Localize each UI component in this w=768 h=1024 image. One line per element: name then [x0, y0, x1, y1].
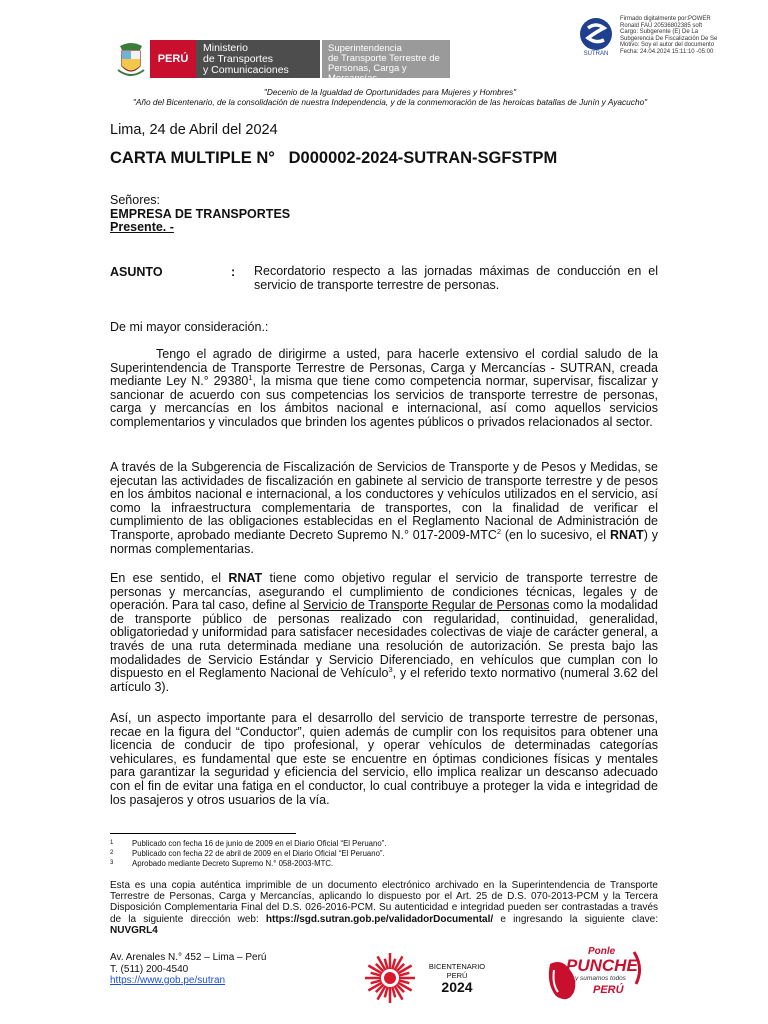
footnote-text: Aprobado mediante Decreto Supremo N.° 058-2003-MTC.	[132, 859, 334, 868]
address-line: Av. Arenales N.° 452 – Lima – Perú	[110, 952, 267, 963]
footnote-number: 3	[110, 860, 114, 866]
anio-text: "Año del Bicentenario, de la consolidación de nuestra Independencia, y de la conmemoración de las heroicas batallas de Junín y Ayacucho"	[132, 97, 648, 107]
signature-line: Ronald FAU 20536802385 soft	[620, 22, 703, 29]
asunto-text: Recordatorio respecto a las jornadas máximas de conducción en el servicio de transporte terrestre de personas.	[254, 264, 658, 292]
punche-line-3: y sumamos todos	[575, 975, 626, 982]
decenio-text: "Decenio de la Igualdad de Oportunidades para Mujeres y Hombres"	[263, 87, 517, 97]
paragraph-3	[110, 572, 658, 694]
p1-text: Tengo el agrado de dirigirme a usted, para hacerle extensivo el cordial saludo de la Superintendencia de Transporte Terrestre de Personas, Carga y Mercancías - SUTRAN, creada mediante Ley N.° 29380	[110, 347, 658, 389]
ministry-line: y Comunicaciones	[203, 64, 289, 76]
ministry-line: Ministerio	[203, 42, 248, 54]
supt-line: Personas, Carga y Mercancías	[328, 63, 407, 84]
footnote	[110, 859, 333, 868]
presente-label: Presente. -	[110, 220, 174, 235]
sutran-website-link[interactable]: https://www.gob.pe/sutran	[110, 975, 226, 986]
signature-line: Fecha: 24.04.2024 15:11:10 -05:00	[620, 48, 714, 55]
signature-line: Motivo: Soy el autor del documento	[620, 42, 715, 49]
footnote-ref-3: 3	[388, 665, 393, 674]
footnote-number: 1	[110, 840, 114, 846]
footer-address	[110, 952, 267, 987]
footnote	[110, 849, 385, 858]
peru-label: PERÚ	[157, 53, 189, 65]
phone-line: T. (511) 200-4540	[110, 963, 189, 975]
p3-text-cont: tiene como objetivo regular el servicio de transporte terrestre de personas y mercancías, asegurando el cumplimiento de condiciones técnicas, legales y de operación. Para tal caso, define al	[110, 571, 658, 613]
p2-text-end: ) y normas complementarias.	[110, 527, 658, 556]
p1-text-cont: , la misma que tiene como competencia normar, supervisar, fiscalizar y sancionar de acuerdo con sus competencias los servicios de transporte terrestre de personas, carga y mercancías en los ámbitos nacional e internacional, así como aquellos servicios complementarios y vinculados que brinden los agentes públicos o privados relacionados al sector.	[110, 374, 659, 429]
asunto-label: ASUNTO	[110, 265, 163, 279]
letter-title	[110, 149, 557, 168]
p2-text: A través de la Subgerencia de Fiscalización de Servicios de Transporte y de Pesos y Medidas, se ejecutan las actividades de fiscalización en gabinete al servicio de transporte terrestre y de pesos en los ámbitos nacional e internacional, a los conductores y vehículos utilizados en el servicio, así como la infraestructura complementaria de transportes, con la finalidad de verificar el cumplimiento de las obligaciones establecidas en el Reglamento Nacional de Administración de Transporte, aprobado mediante Decreto Supremo N.° 017-2009-MTC	[110, 460, 658, 542]
digital-signature-block	[620, 16, 760, 56]
rnat-term: RNAT	[228, 571, 263, 585]
rnat-term: RNAT	[609, 527, 644, 542]
footnote-text: Publicado con fecha 16 de junio de 2009 en el Diario Oficial “El Peruano”.	[132, 839, 387, 848]
p3-text: En ese sentido, el	[110, 571, 229, 585]
punche-line-1: Ponle	[588, 946, 616, 957]
peru-logo	[150, 40, 196, 78]
footnote-ref-2: 2	[496, 526, 502, 536]
letter-number: D000002-2024-SUTRAN-SGFSTPM	[288, 149, 558, 167]
paragraph-2	[110, 461, 658, 556]
decenio-header	[110, 87, 670, 107]
authenticity-notice	[110, 880, 658, 936]
punche-line-2: PUNCHE	[566, 956, 638, 975]
p2-text-cont: (en lo sucesivo, el	[501, 527, 610, 542]
ministry-logo	[196, 40, 320, 78]
peru-coat-of-arms-icon	[116, 40, 146, 80]
greeting: De mi mayor consideración.:	[110, 320, 269, 334]
authenticity-text: Esta es una copia auténtica imprimible de un documento electrónico archivado en la Superintendencia de Transporte Terrestre de Personas, Carga y Mercancías, aplicando lo dispuesto por el Art. 25 de D.S. 070-2013-PCM y la Tercera Disposición Complementaria Final del D.S. 026-2016-PCM. Su autenticidad e integridad pueden ser contrastadas a través de la siguiente dirección web:	[110, 880, 658, 925]
signature-line: Cargo: Subgerente (E) De La	[620, 29, 699, 36]
bicentenario-text	[422, 962, 492, 995]
validator-url[interactable]: https://sgd.sutran.gob.pe/validadorDocumental/	[265, 913, 494, 925]
senores-label: Señores:	[110, 193, 161, 207]
sutran-logo-icon	[576, 16, 616, 56]
asunto-colon: :	[231, 265, 236, 279]
footnote-number: 2	[110, 850, 114, 856]
supt-line: Superintendencia	[328, 43, 402, 54]
superintendencia-logo	[322, 40, 450, 84]
bicentenario-year: 2024	[441, 979, 473, 995]
footnote-divider	[110, 833, 296, 834]
letter-date: Lima, 24 de Abril del 2024	[110, 122, 278, 138]
footnote-ref-1: 1	[248, 373, 253, 383]
paragraph-1	[110, 348, 658, 430]
letter-title-prefix: CARTA MULTIPLE N°	[110, 149, 275, 167]
footnote	[110, 839, 386, 848]
p3-text-more: como la modalidad de transporte público de personas realizado con regularidad, continuidad, generalidad, obligatoriedad y uniformidad para satisfacer necesidades colectivas de viaje de carácter general, a través de una ruta determinada mediane una resolución de autorización. Se presta bajo las modalidades de Servicio Estándar y Servicio Diferenciado, en vehículos que cumplan con lo dispuesto en el Reglamento Nacional de Vehículo	[110, 598, 658, 681]
recipient-block	[110, 194, 290, 235]
signature-line: Firmado digitalmente por:POWER	[620, 16, 711, 22]
bicentenario-label: BICENTENARIO	[428, 962, 486, 971]
bicentenario-country: PERÚ	[446, 971, 468, 980]
supt-line: de Transporte Terrestre de	[328, 53, 440, 64]
punche-line-4: PERÚ	[593, 984, 624, 996]
validation-code: NUVGRL4	[110, 924, 158, 936]
authenticity-text-cont: e ingresando la siguiente clave:	[493, 913, 658, 925]
footnote-text: Publicado con fecha 22 de abril de 2009 en el Diario Oficial “El Peruano”.	[132, 849, 385, 858]
servicio-regular-term: Servicio de Transporte Regular de Personas	[302, 598, 550, 613]
svg-text:SUTRAN: SUTRAN	[583, 51, 609, 56]
ministry-line: de Transportes	[203, 53, 274, 65]
signature-line: Subgerencia De Fiscalización De Se	[620, 35, 718, 42]
paragraph-4: Así, un aspecto importante para el desarrollo del servicio de transporte terrestre de personas, recae en la figura del “Conductor”, quien además de cumplir con los requisitos para obtener una licencia de conducir de tipo profesional, y operar vehículos de determinadas categorías vehiculares, es fundamental que este se encuentre en óptimas condiciones físicas y mentales para garantizar la seguridad y eficiencia del servicio, ello implica realizar un descanso adecuado con el fin de evitar una fatiga en el conductor, lo cual contribuye a proteger la vida e integridad de los pasajeros y otros usuarios de la vía.	[110, 711, 658, 807]
recipient-name: EMPRESA DE TRANSPORTES	[110, 206, 291, 221]
p3-text-end: , y el referido texto normativo (numeral 3.62 del artículo 3).	[110, 666, 658, 694]
